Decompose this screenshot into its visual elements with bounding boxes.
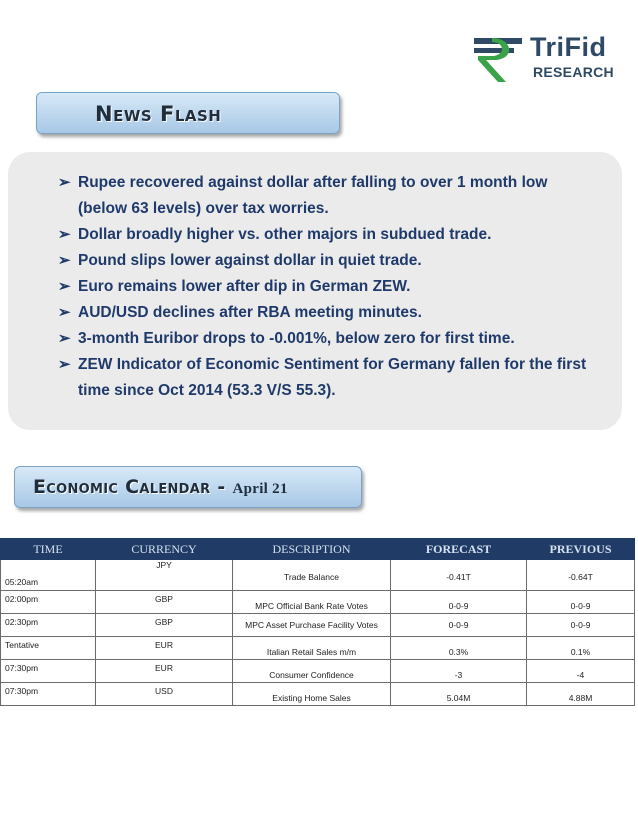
cell-previous xyxy=(527,591,635,614)
trifid-logo xyxy=(472,32,622,84)
previous-text: 4.88M xyxy=(568,693,593,703)
economic-calendar-title xyxy=(33,476,288,498)
cell-description xyxy=(233,614,391,637)
previous-text: 0-0-9 xyxy=(570,620,591,630)
cell-previous xyxy=(527,637,635,660)
arrow-bullet-icon: ➢ xyxy=(58,174,71,191)
news-item xyxy=(58,352,598,404)
cell-time: 07:30pm xyxy=(1,683,96,706)
table-row xyxy=(1,560,635,591)
calendar-title-text: Economic Calendar - xyxy=(33,476,233,498)
table-row xyxy=(1,591,635,614)
header-description: DESCRIPTION xyxy=(233,539,391,560)
cell-description xyxy=(233,683,391,706)
table-header-row xyxy=(1,539,635,560)
news-item xyxy=(58,170,598,222)
forecast-text: -0.41T xyxy=(446,572,471,582)
header-currency: CURRENCY xyxy=(96,539,233,560)
cell-previous xyxy=(527,614,635,637)
cell-forecast xyxy=(391,614,527,637)
cell-currency: EUR xyxy=(96,660,233,683)
news-item xyxy=(58,248,598,274)
economic-calendar-header xyxy=(14,466,362,508)
forecast-text: 0.3% xyxy=(448,647,469,657)
news-item-text: AUD/USD declines after RBA meeting minutes. xyxy=(78,304,422,321)
news-item xyxy=(58,300,598,326)
logo-subtitle: RESEARCH xyxy=(533,64,614,80)
table-row xyxy=(1,637,635,660)
forecast-text: 0-0-9 xyxy=(448,601,469,611)
description-text: Existing Home Sales xyxy=(272,693,351,703)
news-item xyxy=(58,274,598,300)
forecast-text: 0-0-9 xyxy=(448,620,469,630)
calendar-date: April 21 xyxy=(232,481,288,497)
news-item-text: Euro remains lower after dip in German ZEW. xyxy=(78,278,411,295)
cell-currency: USD xyxy=(96,683,233,706)
cell-previous xyxy=(527,660,635,683)
cell-time: Tentative xyxy=(1,637,96,660)
description-text: Italian Retail Sales m/m xyxy=(266,647,357,657)
previous-text: 0.1% xyxy=(570,647,591,657)
arrow-bullet-icon: ➢ xyxy=(58,278,71,295)
arrow-bullet-icon: ➢ xyxy=(58,330,71,347)
cell-time: 02:00pm xyxy=(1,591,96,614)
cell-description xyxy=(233,591,391,614)
arrow-bullet-icon: ➢ xyxy=(58,304,71,321)
economic-calendar-table xyxy=(0,538,635,706)
forecast-text: 5.04M xyxy=(446,693,471,703)
previous-text: -0.64T xyxy=(568,572,593,582)
forecast-text: -3 xyxy=(454,670,463,680)
news-item-text: 3-month Euribor drops to -0.001%, below zero for first time. xyxy=(78,330,515,347)
arrow-bullet-icon: ➢ xyxy=(58,252,71,269)
cell-forecast xyxy=(391,591,527,614)
previous-text: -4 xyxy=(576,670,585,680)
arrow-bullet-icon: ➢ xyxy=(58,356,71,373)
news-item-text: Dollar broadly higher vs. other majors in subdued trade. xyxy=(78,226,492,243)
cell-forecast xyxy=(391,560,527,591)
table-row xyxy=(1,614,635,637)
cell-time: 02:30pm xyxy=(1,614,96,637)
description-text: MPC Asset Purchase Facility Votes xyxy=(245,620,378,630)
news-flash-header xyxy=(36,92,340,134)
cell-time: 05:20am xyxy=(1,560,96,591)
news-item xyxy=(58,326,598,352)
logo-name: TriFid xyxy=(530,32,607,62)
news-flash-title: News Flash xyxy=(95,102,222,126)
cell-description xyxy=(233,637,391,660)
cell-currency: EUR xyxy=(96,637,233,660)
cell-currency: JPY xyxy=(96,560,233,591)
table-row xyxy=(1,660,635,683)
description-text: MPC Official Bank Rate Votes xyxy=(255,601,368,611)
news-list xyxy=(58,170,598,404)
header-forecast: FORECAST xyxy=(391,539,527,560)
news-item-text: Pound slips lower against dollar in quiet trade. xyxy=(78,252,422,269)
news-item xyxy=(58,222,598,248)
news-item-text: ZEW Indicator of Economic Sentiment for Germany fallen for the first time since Oct 2014 (53.3 V/S 55.3). xyxy=(78,356,587,399)
cell-currency: GBP xyxy=(96,614,233,637)
cell-description xyxy=(233,660,391,683)
header-time: TIME xyxy=(1,539,96,560)
table-row xyxy=(1,683,635,706)
header-previous: PREVIOUS xyxy=(527,539,635,560)
cell-forecast xyxy=(391,683,527,706)
rupee-logo-icon xyxy=(472,32,528,84)
description-text: Trade Balance xyxy=(284,572,339,582)
previous-text: 0-0-9 xyxy=(570,601,591,611)
arrow-bullet-icon: ➢ xyxy=(58,226,71,243)
cell-time: 07:30pm xyxy=(1,660,96,683)
cell-forecast xyxy=(391,637,527,660)
news-item-text: Rupee recovered against dollar after falling to over 1 month low (below 63 levels) over tax worries. xyxy=(78,174,548,217)
cell-previous xyxy=(527,560,635,591)
cell-forecast xyxy=(391,660,527,683)
cell-description xyxy=(233,560,391,591)
cell-currency: GBP xyxy=(96,591,233,614)
cell-previous xyxy=(527,683,635,706)
description-text: Consumer Confidence xyxy=(269,670,354,680)
